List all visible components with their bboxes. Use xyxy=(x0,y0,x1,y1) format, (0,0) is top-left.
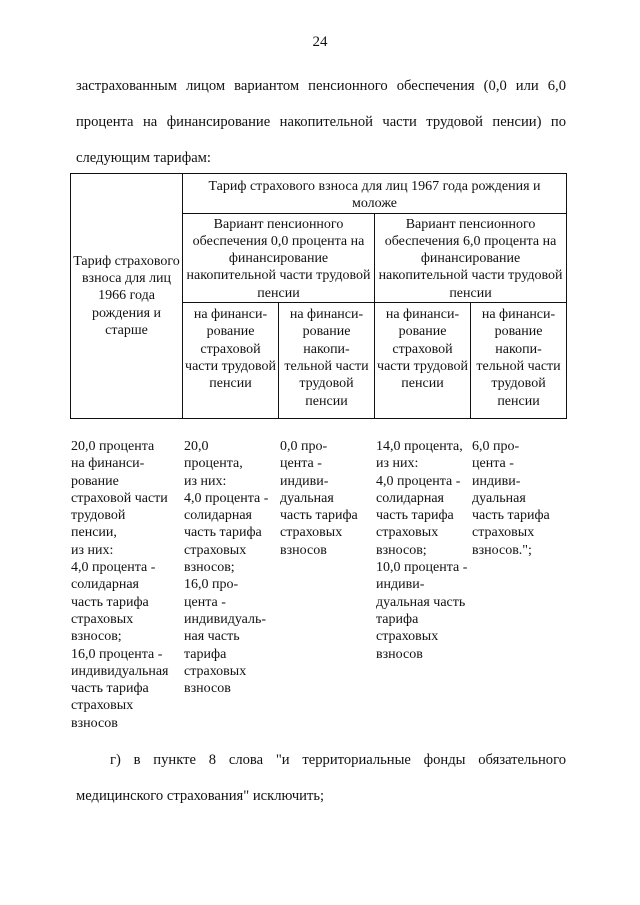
tariff-value-line: рование xyxy=(71,473,119,489)
tariff-value-line: взносов; xyxy=(71,629,122,645)
tariff-value-line: 4,0 процента - xyxy=(184,490,269,506)
tariff-value-line: на финанси- xyxy=(71,456,145,472)
tariff-value-line: дуальная xyxy=(472,490,526,506)
tariff-value-line: часть тарифа xyxy=(71,681,149,697)
tariff-value-line: трудовой xyxy=(71,508,126,524)
tariff-value-line: 0,0 про- xyxy=(280,439,328,454)
tariff-value-line: страховых xyxy=(184,663,247,679)
tariff-value-line: взносов."; xyxy=(472,542,532,558)
tariff-value-line: тарифа xyxy=(376,611,419,627)
tariff-value-line: тарифа xyxy=(184,646,227,662)
tariff-value-line: индиви- xyxy=(280,473,329,489)
tariff-value-line: индивидуальная xyxy=(71,663,169,679)
table-variant-header: Вариант пенсионного обеспечения 0,0 процента на финансирование накопительной части трудовой пенсии xyxy=(183,213,375,302)
tariff-value-line: дуальная часть xyxy=(376,594,466,610)
page-number: 24 xyxy=(312,34,328,50)
tariff-value-line: процента, xyxy=(184,456,243,472)
tariff-value-line: часть тарифа xyxy=(184,525,262,541)
tariff-value-line: 4,0 процента - xyxy=(71,560,156,576)
tariff-value-line: страховых xyxy=(71,611,134,627)
tariff-value-line: из них: xyxy=(376,456,419,472)
table-subheader: на финанси-рование страховой части трудовой пенсии xyxy=(375,303,471,419)
tariff-value-line: часть тарифа xyxy=(376,508,454,524)
intro-paragraph xyxy=(76,68,566,176)
tariff-value-line: страховых xyxy=(376,629,439,645)
tariff-value-column xyxy=(376,438,467,663)
tariff-value-line: взносов xyxy=(376,646,423,662)
tariff-value-line: взносов; xyxy=(184,560,235,576)
table-row-header: Тариф страхового взноса для лиц 1966 года рождения и старше xyxy=(71,174,183,419)
tariff-value-line: индиви- xyxy=(376,577,425,593)
tariff-value-line: 14,0 процента, xyxy=(376,439,463,454)
tariff-value-line: солидарная xyxy=(71,577,139,593)
tariff-value-line: страховых xyxy=(184,542,247,558)
table-variant-header: Вариант пенсионного обеспечения 6,0 процента на финансирование накопительной части трудовой пенсии xyxy=(375,213,567,302)
intro-line: процента на финансирование накопительной части трудовой пенсии) по xyxy=(76,114,566,130)
tariff-value-line: 20,0 xyxy=(184,439,209,454)
tariff-value-line: пенсии, xyxy=(71,525,117,541)
tariff-value-line: 20,0 процента xyxy=(71,439,155,454)
tariff-value-column xyxy=(71,438,169,732)
tariff-value-line: цента - xyxy=(472,456,514,472)
tariff-value-line: ная часть xyxy=(184,629,240,645)
tariff-value-line: 4,0 процента - xyxy=(376,473,461,489)
closing-paragraph xyxy=(76,742,566,814)
tariff-value-line: страховых xyxy=(472,525,535,541)
tariff-value-line: взносов; xyxy=(376,542,427,558)
tariff-value-line: часть тарифа xyxy=(71,594,149,610)
intro-line: следующим тарифам: xyxy=(76,150,211,166)
tariff-table xyxy=(70,173,567,419)
tariff-value-line: цента - xyxy=(184,594,226,610)
tariff-value-line: 16,0 про- xyxy=(184,577,239,593)
tariff-value-column xyxy=(280,438,358,559)
tariff-value-line: из них: xyxy=(184,473,227,489)
tariff-value-line: индиви- xyxy=(472,473,521,489)
tariff-value-line: страховых xyxy=(376,525,439,541)
tariff-value-column xyxy=(184,438,268,697)
tariff-value-column xyxy=(472,438,550,559)
tariff-value-line: взносов xyxy=(280,542,327,558)
intro-line: застрахованным лицом вариантом пенсионного обеспечения (0,0 или 6,0 xyxy=(76,78,566,94)
table-subheader: на финанси-рование страховой части трудовой пенсии xyxy=(183,303,279,419)
tariff-value-line: 16,0 процента - xyxy=(71,646,163,662)
tariff-value-line: 10,0 процента - xyxy=(376,560,468,576)
table-subheader: на финанси-рование накопи-тельной части трудовой пенсии xyxy=(279,303,375,419)
tariff-value-line: часть тарифа xyxy=(280,508,358,524)
tariff-value-line: солидарная xyxy=(184,508,252,524)
tariff-value-line: из них: xyxy=(71,542,114,558)
table-group-header: Тариф страхового взноса для лиц 1967 года рождения и моложе xyxy=(183,174,567,214)
tariff-value-line: страховой части xyxy=(71,490,168,506)
tariff-value-line: взносов xyxy=(71,715,118,731)
closing-line: медицинского страхования" исключить; xyxy=(76,788,325,804)
tariff-value-line: цента - xyxy=(280,456,322,472)
tariff-value-line: часть тарифа xyxy=(472,508,550,524)
table-subheader: на финанси-рование накопи-тельной части трудовой пенсии xyxy=(471,303,567,419)
tariff-value-line: индивидуаль- xyxy=(184,611,267,627)
tariff-value-line: дуальная xyxy=(280,490,334,506)
tariff-value-line: солидарная xyxy=(376,490,444,506)
closing-line: г) в пункте 8 слова "и территориальные фонды обязательного xyxy=(110,752,566,768)
tariff-value-line: страховых xyxy=(280,525,343,541)
tariff-value-line: взносов xyxy=(184,681,231,697)
tariff-value-line: страховых xyxy=(71,698,134,714)
tariff-value-line: 6,0 про- xyxy=(472,439,520,454)
